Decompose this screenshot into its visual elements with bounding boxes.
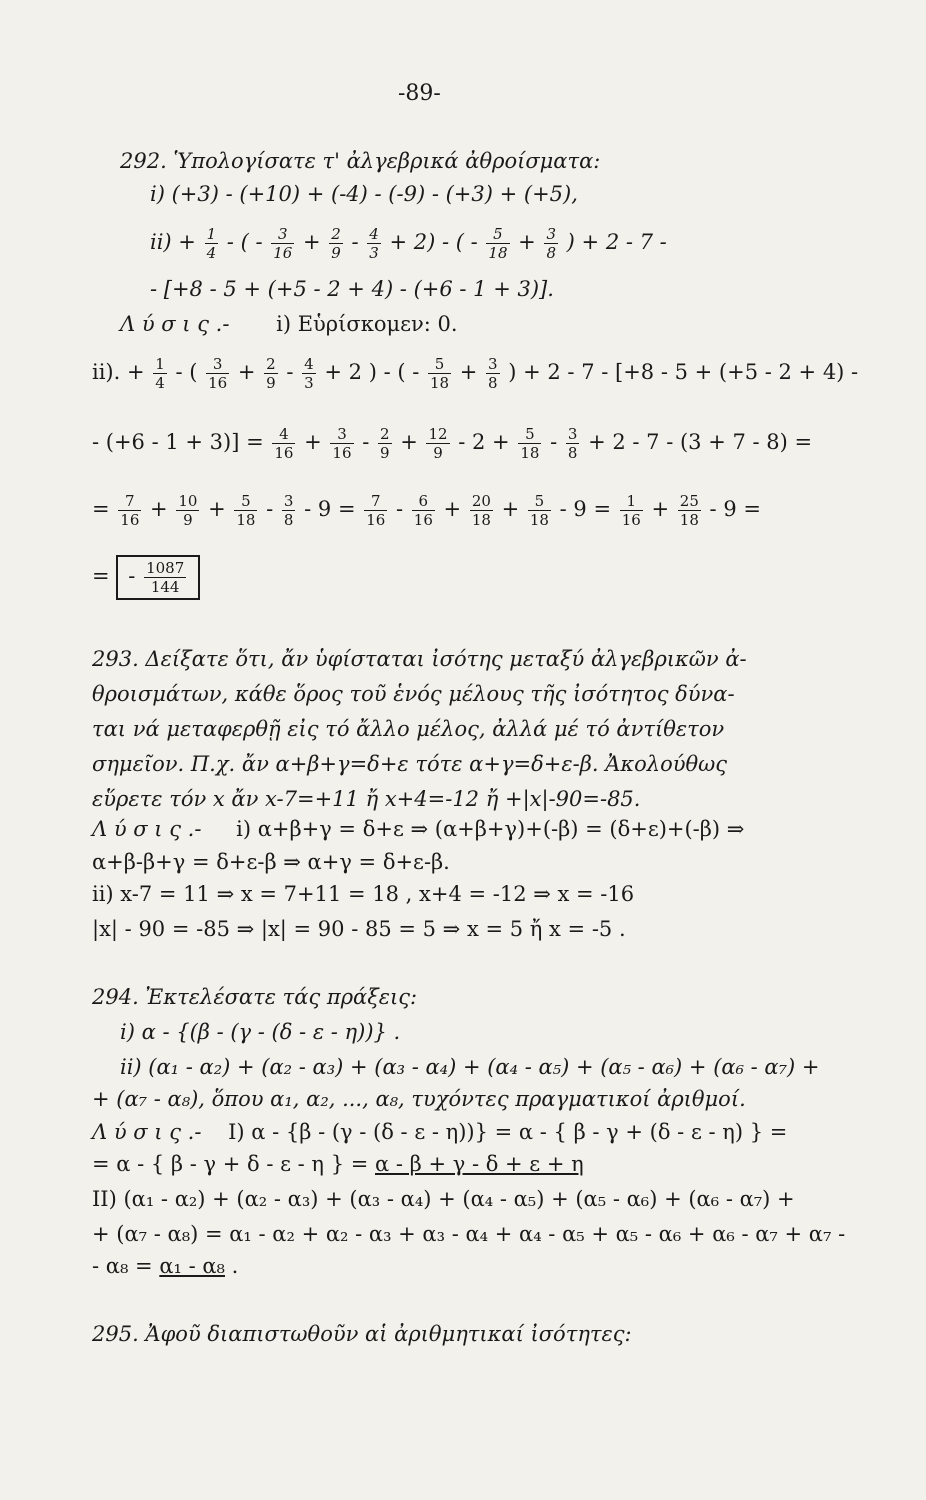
numerator: 25 [679, 492, 699, 510]
problem-292-part-ii [150, 225, 667, 262]
numerator: 3 [567, 425, 578, 443]
denominator: 18 [471, 511, 491, 529]
numerator: 5 [428, 355, 451, 374]
text-segment: - [259, 497, 280, 521]
fraction [272, 425, 295, 462]
solution-293-text: i) α+β+γ = δ+ε ⇒ (α+β+γ)+(-β) = (δ+ε)+(-β) ⇒ [236, 817, 745, 841]
fraction [264, 355, 278, 392]
text-segment: + [436, 497, 468, 521]
text-segment: + 2) - ( - [382, 230, 485, 254]
numerator: 7 [118, 492, 141, 511]
solution-292-part-ii-line1 [92, 355, 858, 392]
text-segment: - [128, 564, 143, 588]
fraction [544, 225, 558, 262]
numerator: 5 [486, 225, 509, 244]
text-segment: - ( [168, 360, 205, 384]
solution-292-result [92, 555, 200, 600]
fraction [206, 355, 229, 392]
problem-294-part-i: i) α - {(β - (γ - (δ - ε - η))} . [120, 1020, 401, 1044]
fraction [364, 492, 387, 529]
denominator: 16 [332, 444, 352, 462]
denominator: 16 [208, 374, 228, 392]
boxed-result [116, 555, 200, 600]
problem-294-part-ii: ii) (α₁ - α₂) + (α₂ - α₃) + (α₃ - α₄) + (α₄ - α₅) + (α₅ - α₆) + (α₆ - α₇) + [120, 1055, 820, 1079]
text-segment: - ( - [220, 230, 270, 254]
numerator: 1 [155, 355, 165, 373]
numerator: 3 [206, 355, 229, 374]
problem-293-line2: θροισμάτων, κάθε ὅρος τοῦ ἑνός μέλους τῆς ἰσότητος δύνα- [92, 682, 735, 706]
numerator: 12 [428, 425, 448, 443]
text-segment: - α₈ = [92, 1254, 160, 1278]
numerator: 5 [234, 492, 257, 511]
text-segment: + [511, 230, 543, 254]
text-segment: - 9 = [297, 497, 363, 521]
problem-294-heading: 294. Ἐκτελέσατε τάς πράξεις: [92, 985, 418, 1009]
problem-293-line1: 293. Δείξατε ὅτι, ἄν ὑφίσταται ἰσότης μεταξύ ἀλγεβρικῶν ἀ- [92, 647, 747, 671]
text-segment: - [543, 430, 564, 454]
text-segment: - 2 + [451, 430, 517, 454]
problem-294-part-ii-continued: + (α₇ - α₈), ὅπου α₁, α₂, ..., α₈, τυχόντες πραγματικοί ἀριθμοί. [92, 1087, 746, 1111]
fraction [486, 355, 500, 392]
problem-292-heading: 292. Ὑπολογίσατε τ' ἀλγεβρικά ἀθροίσματα: [120, 149, 601, 173]
text-segment: + [143, 497, 175, 521]
denominator: 16 [621, 511, 641, 529]
fraction [176, 492, 199, 529]
text-segment: = [92, 497, 117, 521]
numerator: 1 [620, 492, 643, 511]
text-segment: + [201, 497, 233, 521]
problem-295-heading: 295. Ἀφοῦ διαπιστωθοῦν αἱ ἀριθμητικαί ἰσότητες: [92, 1322, 632, 1346]
text-segment: - [355, 430, 376, 454]
text-segment: + [494, 497, 526, 521]
denominator: 9 [266, 374, 276, 392]
text-segment: - (+6 - 1 + 3)] = [92, 430, 271, 454]
problem-293-line4: σημεῖον. Π.χ. ἄν α+β+γ=δ+ε τότε α+γ=δ+ε-β. Ἀκολούθως [92, 752, 728, 776]
fraction [302, 355, 316, 392]
numerator: 1087 [146, 559, 185, 577]
solution-label: Λ ύ σ ι ς .- [92, 817, 202, 841]
text-segment: + 2 ) - ( - [317, 360, 426, 384]
denominator: 16 [366, 511, 386, 529]
numerator: 3 [488, 355, 498, 373]
solution-292-label-line [120, 310, 458, 338]
denominator: 18 [679, 511, 699, 529]
text-segment: - 9 = [552, 497, 618, 521]
solution-293-line3: ii) x-7 = 11 ⇒ x = 7+11 = 18 , x+4 = -12 ⇒ x = -16 [92, 882, 635, 906]
fraction [118, 492, 141, 529]
denominator: 8 [488, 374, 498, 392]
solution-293-line2: α+β-β+γ = δ+ε-β ⇒ α+γ = δ+ε-β. [92, 850, 450, 874]
numerator: 2 [331, 225, 341, 243]
text-segment: + 2 - 7 - (3 + 7 - 8) = [581, 430, 813, 454]
numerator: 4 [369, 225, 379, 243]
fraction [528, 492, 551, 529]
denominator: 8 [546, 244, 556, 262]
solution-292-part-ii-line3 [92, 492, 761, 529]
numerator: 3 [546, 225, 556, 243]
numerator: 4 [304, 355, 314, 373]
problem-293-line5: εὕρετε τόν x ἄν x-7=+11 ἤ x+4=-12 ἤ +|x|-90=-85. [92, 787, 641, 811]
denominator: 18 [236, 511, 256, 529]
fraction [329, 225, 343, 262]
text-segment: = [92, 564, 117, 588]
fraction [426, 425, 449, 462]
text-segment: - [344, 230, 366, 254]
numerator: 20 [471, 492, 491, 510]
fraction [234, 492, 257, 529]
fraction [144, 559, 186, 596]
fraction [205, 225, 219, 262]
solution-294-line1 [92, 1118, 787, 1146]
denominator: 9 [331, 244, 341, 262]
page-number: -89- [398, 81, 441, 106]
fraction [412, 492, 435, 529]
numerator: 4 [272, 425, 295, 444]
solution-293-line4: |x| - 90 = -85 ⇒ |x| = 90 - 85 = 5 ⇒ x = 5 ἤ x = -5 . [92, 917, 626, 941]
numerator: 6 [412, 492, 435, 511]
denominator: 18 [529, 511, 549, 529]
fraction [486, 225, 509, 262]
numerator: 7 [364, 492, 387, 511]
denominator: 16 [274, 444, 294, 462]
text-segment: + [453, 360, 485, 384]
numerator: 3 [330, 425, 353, 444]
problem-292-part-ii-continued: - [+8 - 5 + (+5 - 2 + 4) - (+6 - 1 + 3)]. [150, 277, 554, 301]
denominator: 16 [273, 244, 293, 262]
denominator: 18 [488, 244, 508, 262]
problem-293-line3: ται νά μεταφερθῇ εἰς τό ἄλλο μέλος, ἀλλά μέ τό ἀντίθετον [92, 717, 725, 741]
denominator: 144 [150, 578, 180, 596]
solution-294-line3: II) (α₁ - α₂) + (α₂ - α₃) + (α₃ - α₄) + (α₄ - α₅) + (α₅ - α₆) + (α₆ - α₇) + [92, 1187, 795, 1211]
text-segment: . [224, 1254, 239, 1278]
text-segment: + [296, 230, 328, 254]
denominator: 16 [413, 511, 433, 529]
text-segment: ) + 2 - 7 - [560, 230, 667, 254]
denominator: 9 [183, 511, 193, 529]
numerator: 10 [178, 492, 198, 510]
underlined-result: α - β + γ - δ + ε + η [375, 1152, 584, 1176]
text-segment: + [297, 430, 329, 454]
solution-label: Λ ύ σ ι ς .- [120, 312, 230, 336]
solution-294-line4: + (α₇ - α₈) = α₁ - α₂ + α₂ - α₃ + α₃ - α₄ + α₄ - α₅ + α₅ - α₆ + α₆ - α₇ + α₇ - [92, 1222, 846, 1246]
denominator: 4 [155, 374, 165, 392]
fraction [566, 425, 580, 462]
fraction [518, 425, 541, 462]
problem-292-part-i: i) (+3) - (+10) + (-4) - (-9) - (+3) + (+5), [150, 182, 578, 206]
numerator: 3 [283, 492, 294, 510]
denominator: 18 [520, 444, 540, 462]
fraction [271, 225, 294, 262]
solution-294-text: I) α - {β - (γ - (δ - ε - η))} = α - { β - γ + (δ - ε - η) } = [228, 1120, 788, 1144]
denominator: 18 [429, 374, 450, 392]
text-segment: + [644, 497, 676, 521]
fraction [153, 355, 167, 392]
numerator: 1 [206, 225, 217, 243]
text-segment: + [393, 430, 425, 454]
text-segment: - 9 = [702, 497, 761, 521]
solution-294-line2 [92, 1150, 584, 1178]
solution-label: Λ ύ σ ι ς .- [92, 1120, 202, 1144]
denominator: 9 [379, 444, 390, 462]
fraction [282, 492, 296, 529]
text-segment: - [279, 360, 301, 384]
numerator: 2 [266, 355, 276, 373]
fraction [470, 492, 493, 529]
denominator: 3 [304, 374, 314, 392]
text-segment: ii). + [92, 360, 152, 384]
solution-293-line1 [92, 815, 744, 843]
text-segment: ii) + [150, 230, 203, 254]
fraction [367, 225, 381, 262]
numerator: 5 [518, 425, 541, 444]
fraction [678, 492, 701, 529]
denominator: 3 [369, 244, 379, 262]
denominator: 4 [206, 244, 217, 262]
numerator: 3 [271, 225, 294, 244]
fraction [330, 425, 353, 462]
fraction [428, 355, 451, 392]
denominator: 16 [120, 511, 140, 529]
numerator: 5 [528, 492, 551, 511]
text-segment: - [389, 497, 410, 521]
text-segment: + [231, 360, 263, 384]
text-segment: ) + 2 - 7 - [+8 - 5 + (+5 - 2 + 4) - [501, 360, 859, 384]
underlined-result: α₁ - α₈ [159, 1254, 225, 1278]
numerator: 2 [379, 425, 390, 443]
fraction [378, 425, 392, 462]
denominator: 8 [283, 511, 294, 529]
fraction [620, 492, 643, 529]
solution-292-part-ii-line2 [92, 425, 812, 462]
solution-292-part-i: i) Εὑρίσκομεν: 0. [276, 312, 458, 336]
text-segment: = α - { β - γ + δ - ε - η } = [92, 1152, 375, 1176]
denominator: 9 [433, 444, 443, 462]
solution-294-line5 [92, 1252, 238, 1280]
denominator: 8 [567, 444, 578, 462]
